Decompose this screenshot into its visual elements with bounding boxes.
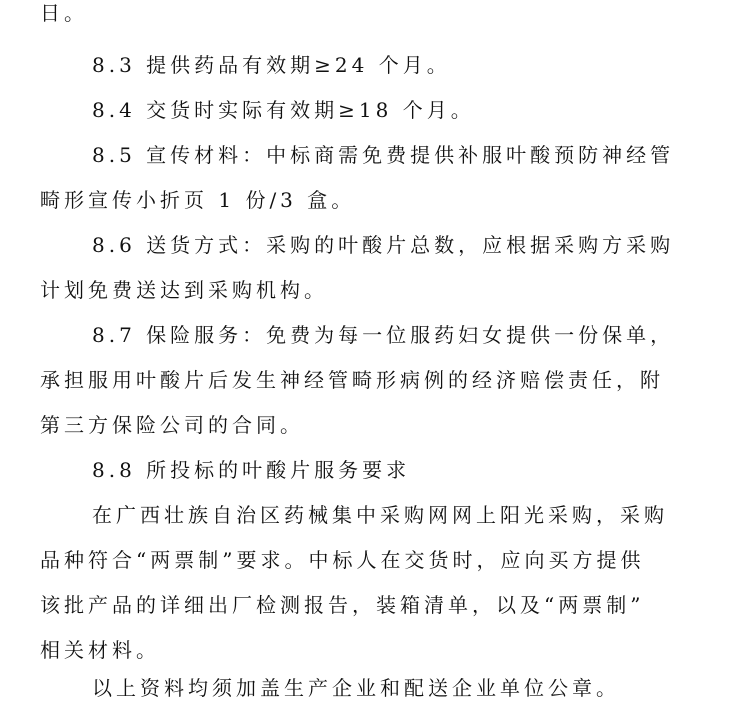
clause-8-4: 8.4 交货时实际有效期≥18 个月。	[92, 98, 475, 122]
text-line: 品种符合“两票制”要求。中标人在交货时，应向买方提供	[40, 548, 645, 572]
text-line: 承担服用叶酸片后发生神经管畸形病例的经济赔偿责任，附	[40, 368, 664, 392]
clause-8-8: 8.8 所投标的叶酸片服务要求	[92, 458, 411, 482]
text-line: 畸形宣传小折页 1 份/3 盒。	[40, 188, 356, 212]
clause-8-3: 8.3 提供药品有效期≥24 个月。	[92, 53, 451, 77]
closing-line: 以上资料均须加盖生产企业和配送企业单位公章。	[92, 676, 620, 700]
text-line: 相关材料。	[40, 638, 160, 662]
text-line: 该批产品的详细出厂检测报告，装箱清单，以及“两票制”	[40, 593, 645, 617]
paragraph-start: 在广西壮族自治区药械集中采购网网上阳光采购，采购	[92, 503, 668, 527]
text-line: 第三方保险公司的合同。	[40, 413, 304, 437]
text-line: 计划免费送达到采购机构。	[40, 278, 328, 302]
clause-8-6: 8.6 送货方式：采购的叶酸片总数，应根据采购方采购	[92, 233, 675, 257]
text-line: 日。	[40, 1, 88, 25]
clause-8-7: 8.7 保险服务：免费为每一位服药妇女提供一份保单，	[92, 323, 675, 347]
clause-8-5: 8.5 宣传材料：中标商需免费提供补服叶酸预防神经管	[92, 143, 675, 167]
